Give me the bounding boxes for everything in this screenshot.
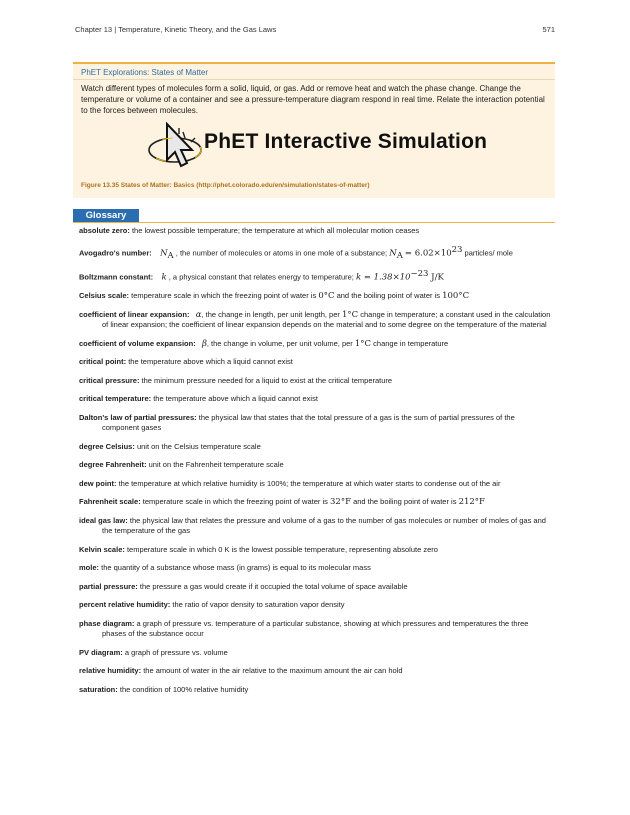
glossary-list <box>79 226 551 703</box>
page-header <box>75 25 555 34</box>
glossary-entry: mole: the quantity of a substance whose mass (in grams) is equal to its molecular mass <box>79 563 371 572</box>
glossary-entry: critical point: the temperature above which a liquid cannot exist <box>79 357 293 366</box>
cursor-icon <box>145 116 205 176</box>
glossary-entry: percent relative humidity: the ratio of vapor density to saturation vapor density <box>79 600 345 609</box>
glossary-entry: absolute zero: the lowest possible temperature; the temperature at which all molecular motion ceases <box>79 226 420 235</box>
glossary-entry: Celsius scale: temperature scale in which the freezing point of water is 0°C and the boiling point of water is 100°C <box>79 291 470 301</box>
glossary-entry: saturation: the condition of 100% relative humidity <box>79 684 249 694</box>
glossary-entry: Dalton's law of partial pressures: the physical law that states that the total pressure of a gas is the sum of partial pressures of the component gases <box>79 412 515 432</box>
phet-logo-title: PhET Interactive Simulation <box>204 130 488 153</box>
glossary-entry: relative humidity: the amount of water in the air relative to the maximum amount the air can hold <box>79 666 403 675</box>
glossary-entry: Fahrenheit scale: temperature scale in which the freezing point of water is 32°F and the boiling point of water is 212°F <box>79 497 485 507</box>
page-number: 571 <box>542 25 555 34</box>
glossary-entry: degree Fahrenheit: unit on the Fahrenheit temperature scale <box>79 460 284 469</box>
glossary-entry: Kelvin scale: temperature scale in which 0 K is the lowest possible temperature, representing absolute zero <box>79 544 438 554</box>
phet-box-text: Watch different types of molecules form a solid, liquid, or gas. Add or remove heat and watch the phase change. Change the temperature or volume of a container and see a pressure-temperature diagram respond in real time. Relate the interaction potential to the forces between molecules. <box>81 84 545 115</box>
glossary-entry: coefficient of linear expansion: α, the change in length, per unit length, per 1°C change in temperature; a constant used in the calculation of linear expansion; the coefficient of linear expansion depends on the material and to some degree on the temperature of the material <box>79 309 551 329</box>
glossary-entry: degree Celsius: unit on the Celsius temperature scale <box>79 441 261 451</box>
glossary-entry: Boltzmann constant: k , a physical constant that relates energy to temperature; $k = 1.38\times 10^{-23}$ J/K <box>79 269 444 283</box>
glossary-entry: phase diagram: a graph of pressure vs. temperature of a particular substance, showing at which pressures and temperatures the three phases of the substance occur <box>79 618 529 638</box>
glossary-heading: Glossary <box>73 209 139 222</box>
glossary-entry: critical temperature: the temperature above which a liquid cannot exist <box>79 394 318 403</box>
glossary-entry: coefficient of volume expansion: β, the change in volume, per unit volume, per 1°C change in temperature <box>79 338 449 349</box>
glossary-entry: critical pressure: the minimum pressure needed for a liquid to exist at the critical temperature <box>79 375 393 385</box>
glossary-entry: partial pressure: the pressure a gas would create if it occupied the total volume of space available <box>79 581 408 591</box>
glossary-entry: ideal gas law: the physical law that relates the pressure and volume of a gas to the number of gas molecules or number of moles of gas and the temperature of the gas <box>79 515 546 535</box>
phet-exploration-box <box>73 62 555 198</box>
glossary-entry: PV diagram: a graph of pressure vs. volume <box>79 647 228 657</box>
glossary-header <box>73 209 555 223</box>
chapter-title: Chapter 13 | Temperature, Kinetic Theory, and the Gas Laws <box>75 25 277 34</box>
phet-box-title: PhET Explorations: States of Matter <box>73 64 555 80</box>
phet-logo[interactable] <box>145 116 565 172</box>
glossary-entry: Avogadro's number: $N_A$ , the number of molecules or atoms in one mole of a substance; $N_A = 6.02\times 10^{23}$ particles/ mole <box>79 244 513 261</box>
figure-caption: Figure 13.35 States of Matter: Basics (http://phet.colorado.edu/en/simulation/states-of-matter) <box>81 182 370 189</box>
glossary-entry: dew point: the temperature at which relative humidity is 100%; the temperature at which water starts to condense out of the air <box>79 478 501 488</box>
